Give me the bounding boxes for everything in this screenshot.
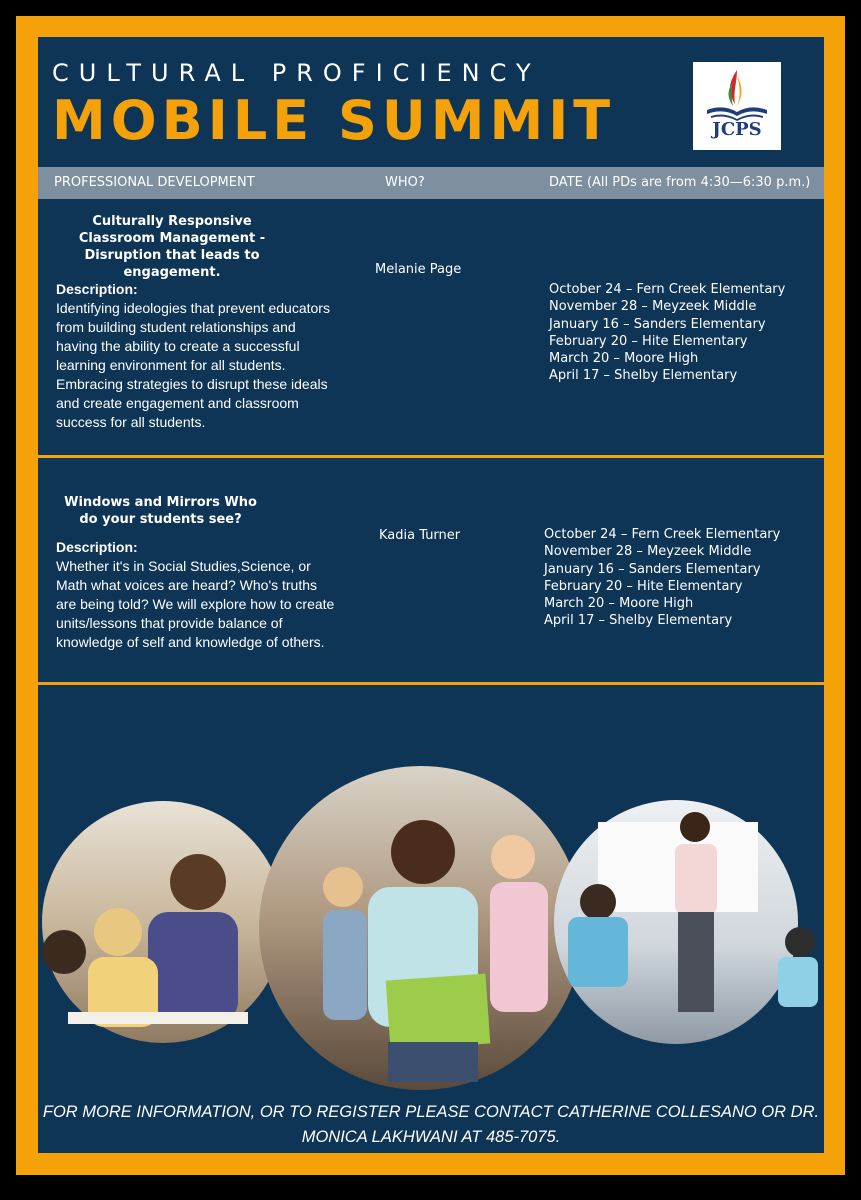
- date-item: April 17 – Shelby Elementary: [549, 368, 738, 384]
- photo-collage: [38, 762, 824, 1092]
- photo-smiling-student: [259, 766, 583, 1090]
- session-row-2: [38, 458, 824, 682]
- session-presenter: Melanie Page: [375, 262, 462, 277]
- date-item: January 16 – Sanders Elementary: [544, 561, 761, 577]
- column-header-pd: PROFESSIONAL DEVELOPMENT: [54, 175, 255, 190]
- title-cultural-proficiency: CULTURAL PROFICIENCY: [52, 59, 541, 87]
- date-item: November 28 – Meyzeek Middle: [549, 299, 757, 315]
- session-description: Identifying ideologies that prevent educators from building student relationships and having the ability to create a successful learning environment for all students. Embracing strategies to disrupt these ideals and create engagement and classroom success for all students.: [56, 300, 330, 430]
- session-title: Culturally Responsive Classroom Management - Disruption that leads to engagement.: [78, 214, 266, 280]
- column-header-who: WHO?: [385, 175, 425, 190]
- date-item: February 20 – Hite Elementary: [544, 578, 743, 594]
- photo-teacher-with-students: [42, 801, 284, 1043]
- date-item: November 28 – Meyzeek Middle: [544, 544, 752, 560]
- session-description: Whether it's in Social Studies,Science, or Math what voices are heard? Who's truths are being told? We will explore how to create units/lessons that provide balance of knowledge of self and knowledge of others.: [56, 558, 335, 650]
- date-item: October 24 – Fern Creek Elementary: [544, 527, 781, 542]
- section-divider: [38, 682, 824, 685]
- date-item: October 24 – Fern Creek Elementary: [549, 282, 786, 297]
- session-dates: [544, 526, 780, 630]
- date-item: April 17 – Shelby Elementary: [544, 613, 733, 629]
- jcps-logo: [693, 62, 781, 150]
- session-dates: [549, 281, 785, 385]
- session-presenter: Kadia Turner: [379, 528, 461, 543]
- session-title: Windows and Mirrors Who do your students see?: [64, 495, 257, 527]
- jcps-logo-text: JCPS: [712, 119, 762, 140]
- date-item: March 20 – Moore High: [549, 351, 699, 367]
- photo-teacher-at-whiteboard: [554, 800, 818, 1044]
- poster-panel: [38, 37, 824, 1153]
- description-label: Description:: [56, 539, 138, 555]
- column-header-bar: [38, 167, 824, 199]
- date-item: January 16 – Sanders Elementary: [549, 316, 766, 332]
- date-item: March 20 – Moore High: [544, 596, 694, 612]
- date-item: February 20 – Hite Elementary: [549, 333, 748, 349]
- description-label: Description:: [56, 281, 138, 297]
- session-row-1: [38, 199, 824, 455]
- title-mobile-summit: MOBILE SUMMIT: [52, 89, 616, 152]
- contact-footer: FOR MORE INFORMATION, OR TO REGISTER PLEASE CONTACT CATHERINE COLLESANO OR DR. MONICA LAKHWANI AT 485-7075.: [42, 1103, 820, 1146]
- column-header-date: DATE (All PDs are from 4:30—6:30 p.m.): [549, 175, 811, 190]
